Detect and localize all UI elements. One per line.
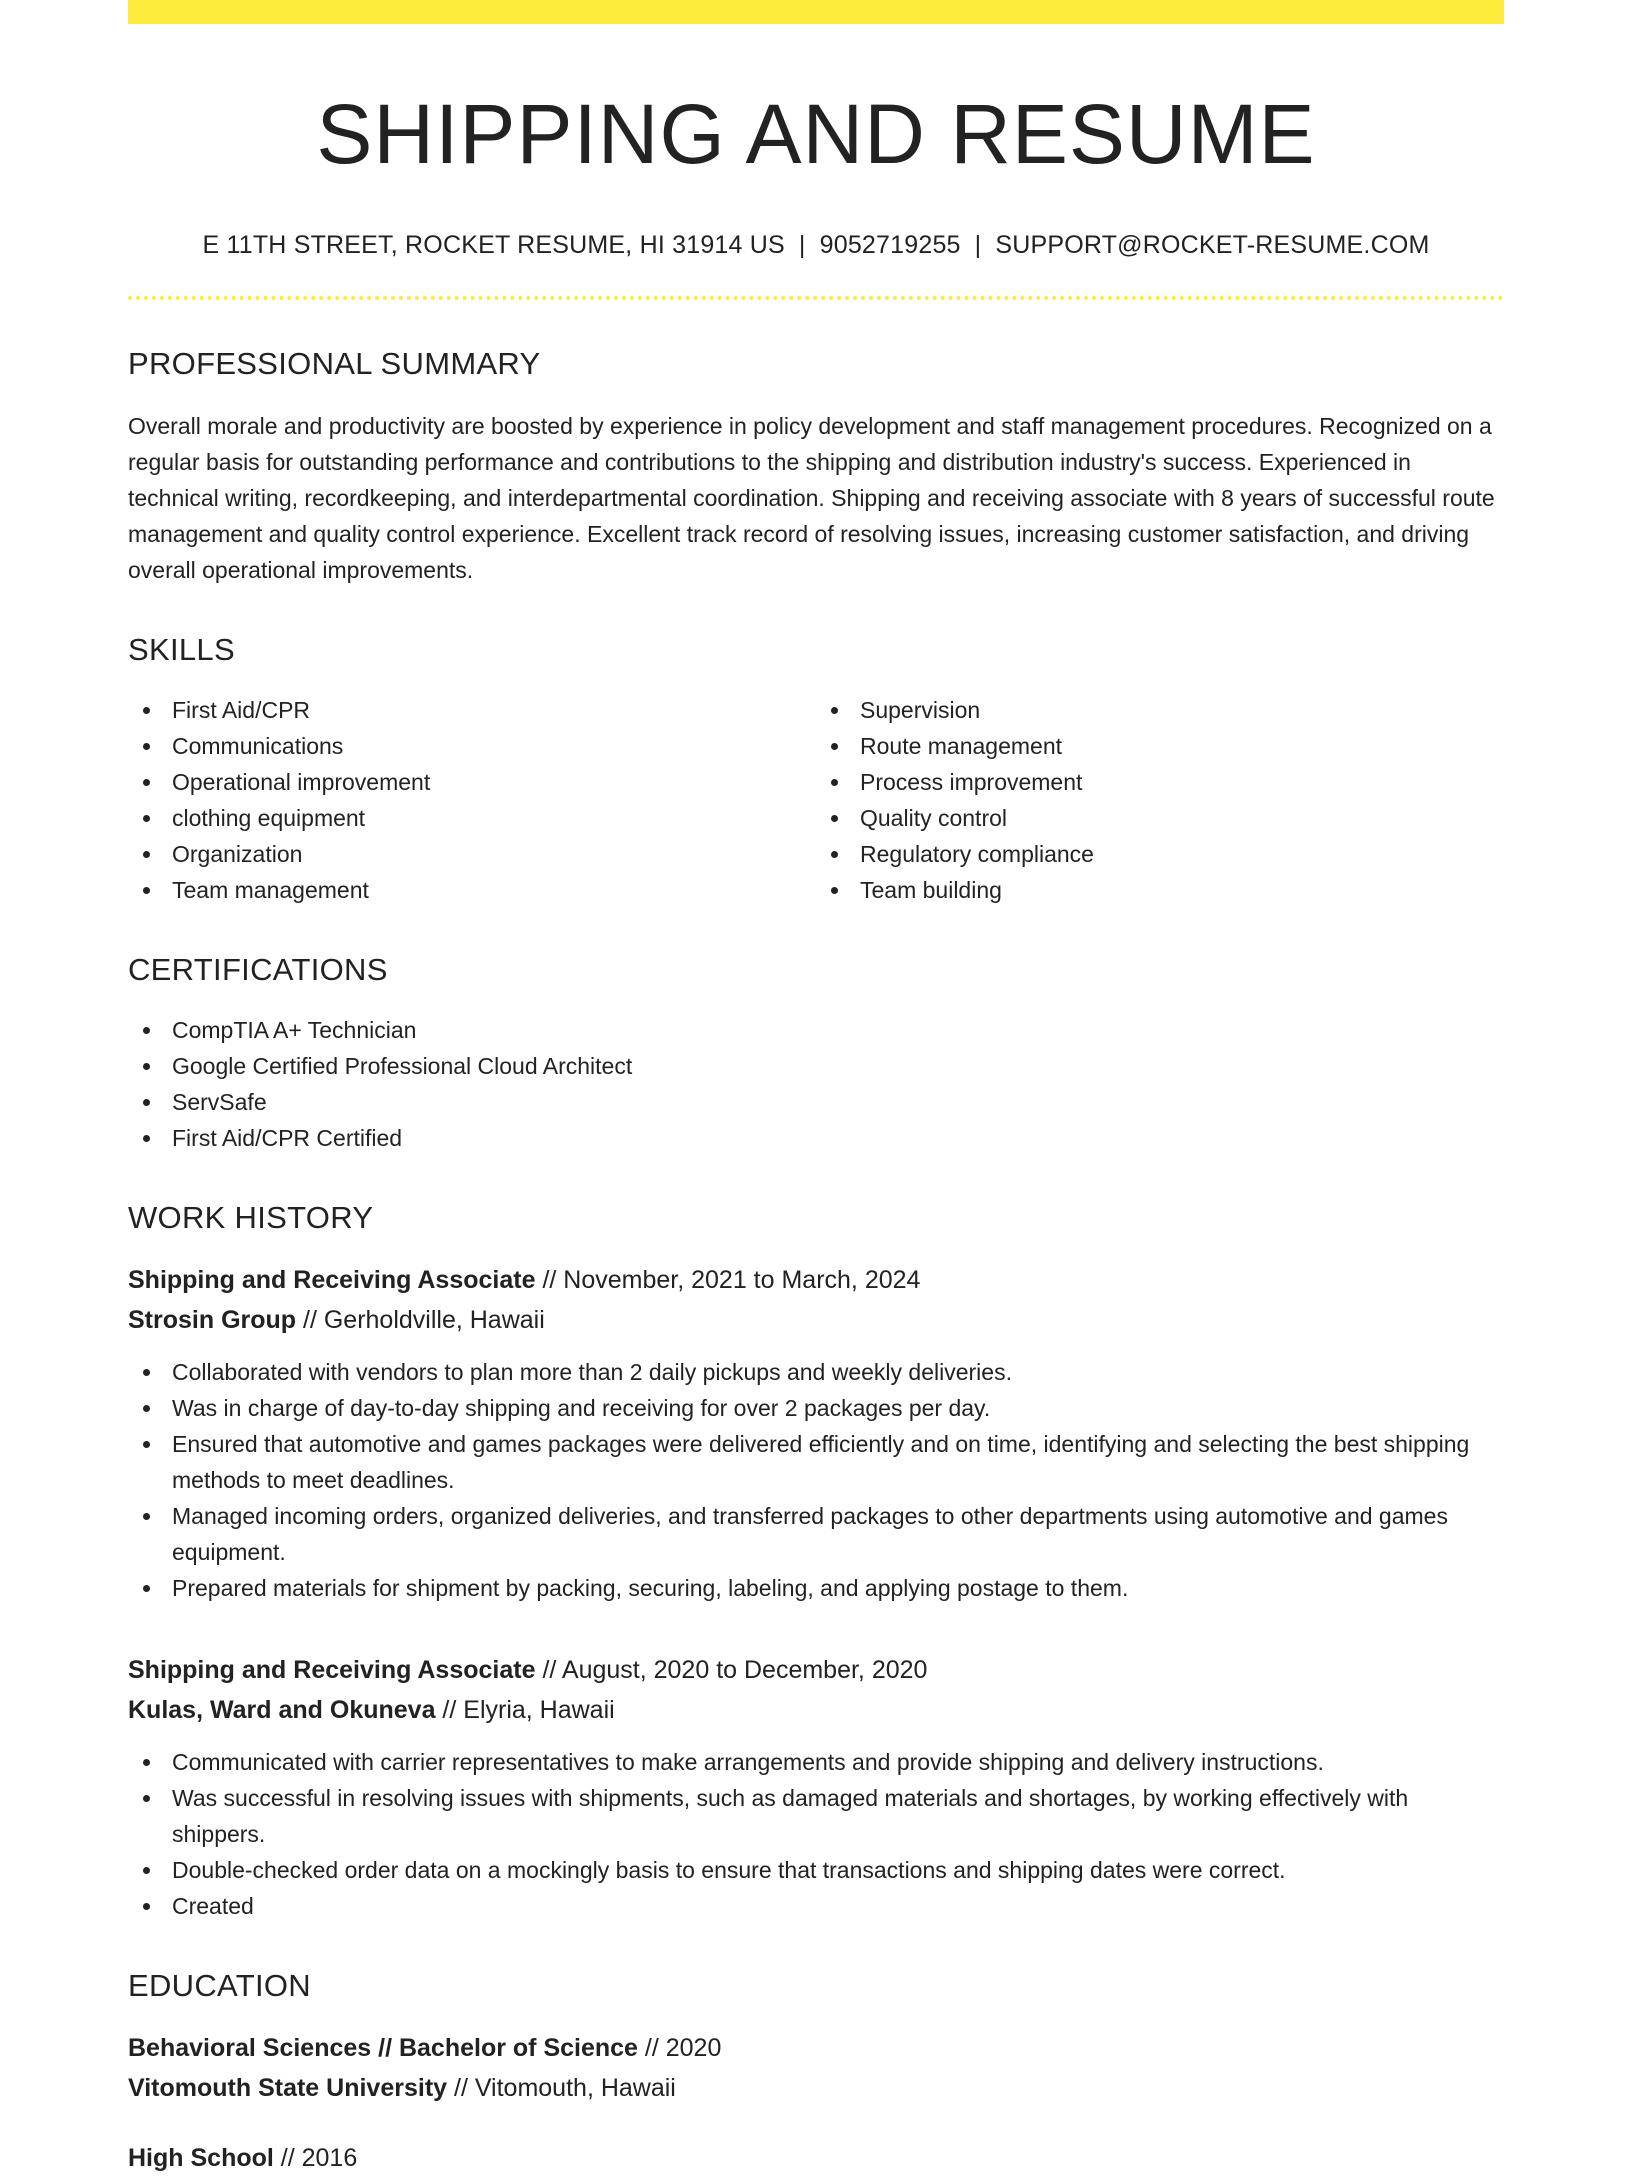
certification-item: Google Certified Professional Cloud Architect <box>128 1048 1504 1084</box>
skill-item: Route management <box>816 728 1504 764</box>
job-bullet: Was successful in resolving issues with shipments, such as damaged materials and shortages, by working effectively with shippers. <box>128 1780 1504 1852</box>
work-history-heading: WORK HISTORY <box>128 1199 374 1235</box>
resume-name: SHIPPING AND RESUME <box>316 87 1316 181</box>
education-degree-line <box>128 2028 1504 2068</box>
job-role: Shipping and Receiving Associate <box>128 1265 536 1294</box>
contact-separator: | <box>974 230 982 259</box>
skills-heading: SKILLS <box>128 631 235 667</box>
job-role: Shipping and Receiving Associate <box>128 1655 536 1684</box>
summary-heading: PROFESSIONAL SUMMARY <box>128 345 541 381</box>
job-bullet: Ensured that automotive and games packages were delivered efficiently and on time, identifying and selecting the best shipping methods to meet deadlines. <box>128 1426 1504 1498</box>
job-location: // Gerholdville, Hawaii <box>296 1305 545 1334</box>
job-bullet: Communicated with carrier representatives to make arrangements and provide shipping and delivery instructions. <box>128 1744 1504 1780</box>
education-location: // Vitomouth, Hawaii <box>447 2073 676 2102</box>
skill-item: Supervision <box>816 692 1504 728</box>
job-company: Kulas, Ward and Okuneva <box>128 1695 436 1724</box>
job-title-line <box>128 1650 1504 1690</box>
dotted-divider <box>128 296 1504 300</box>
skill-item: clothing equipment <box>128 800 816 836</box>
job-bullet: Was in charge of day-to-day shipping and receiving for over 2 packages per day. <box>128 1390 1504 1426</box>
resume-page <box>128 0 1504 2178</box>
certification-item: First Aid/CPR Certified <box>128 1120 1504 1156</box>
job-bullet: Managed incoming orders, organized deliveries, and transferred packages to other departments using automotive and games equipment. <box>128 1498 1504 1570</box>
skill-item: First Aid/CPR <box>128 692 816 728</box>
education-year: // 2020 <box>637 2033 722 2062</box>
skill-item: Team management <box>128 872 816 908</box>
job-title-line <box>128 1260 1504 1300</box>
job-bullet: Collaborated with vendors to plan more than 2 daily pickups and weekly deliveries. <box>128 1354 1504 1390</box>
job-company: Strosin Group <box>128 1305 297 1334</box>
job-company-line <box>128 1690 1504 1730</box>
job-bullets <box>128 1744 1504 1924</box>
certification-item: ServSafe <box>128 1084 1504 1120</box>
job-bullet: Prepared materials for shipment by packing, securing, labeling, and applying postage to them. <box>128 1570 1504 1606</box>
accent-bar <box>128 0 1504 24</box>
address: E 11TH STREET, ROCKET RESUME, HI 31914 US <box>202 230 785 259</box>
job-bullets <box>128 1354 1504 1606</box>
education-entry <box>128 2138 1504 2178</box>
contact-separator: | <box>798 230 806 259</box>
job-company-line <box>128 1300 1504 1340</box>
education-degree-line <box>128 2138 1504 2178</box>
job-entry <box>128 1650 1504 1924</box>
job-dates: // November, 2021 to March, 2024 <box>535 1265 921 1294</box>
certifications-list <box>128 1012 1504 1156</box>
education-heading: EDUCATION <box>128 1967 311 2003</box>
skills-column-right <box>816 692 1504 908</box>
job-dates: // August, 2020 to December, 2020 <box>535 1655 928 1684</box>
certification-item: CompTIA A+ Technician <box>128 1012 1504 1048</box>
email: SUPPORT@ROCKET-RESUME.COM <box>995 230 1430 259</box>
education-school: Vitomouth State University <box>128 2073 448 2102</box>
skill-item: Team building <box>816 872 1504 908</box>
education-year: // 2016 <box>273 2143 358 2172</box>
job-location: // Elyria, Hawaii <box>435 1695 615 1724</box>
contact-line <box>128 231 1504 260</box>
job-entry <box>128 1260 1504 1606</box>
skill-item: Quality control <box>816 800 1504 836</box>
summary-text: Overall morale and productivity are boosted by experience in policy development and staff management procedures. Recognized on a regular basis for outstanding performance and contributions to the shipping and distribution industry's success. Experienced in technical writing, recordkeeping, and interdepartmental coordination. Shipping and receiving associate with 8 years of successful route management and quality control experience. Excellent track record of resolving issues, increasing customer satisfaction, and driving overall operational improvements. <box>128 412 1495 583</box>
education-degree: High School <box>128 2143 274 2172</box>
skill-item: Process improvement <box>816 764 1504 800</box>
skills-column-left <box>128 692 816 908</box>
education-entry <box>128 2028 1504 2108</box>
job-bullet: Created <box>128 1888 1504 1924</box>
skill-item: Organization <box>128 836 816 872</box>
phone: 9052719255 <box>819 230 961 259</box>
skill-item: Operational improvement <box>128 764 816 800</box>
job-bullet: Double-checked order data on a mockingly basis to ensure that transactions and shipping dates were correct. <box>128 1852 1504 1888</box>
certifications-heading: CERTIFICATIONS <box>128 951 388 987</box>
skills-list <box>128 692 1504 908</box>
skill-item: Communications <box>128 728 816 764</box>
skill-item: Regulatory compliance <box>816 836 1504 872</box>
education-degree: Behavioral Sciences // Bachelor of Science <box>128 2033 638 2062</box>
education-school-line <box>128 2068 1504 2108</box>
